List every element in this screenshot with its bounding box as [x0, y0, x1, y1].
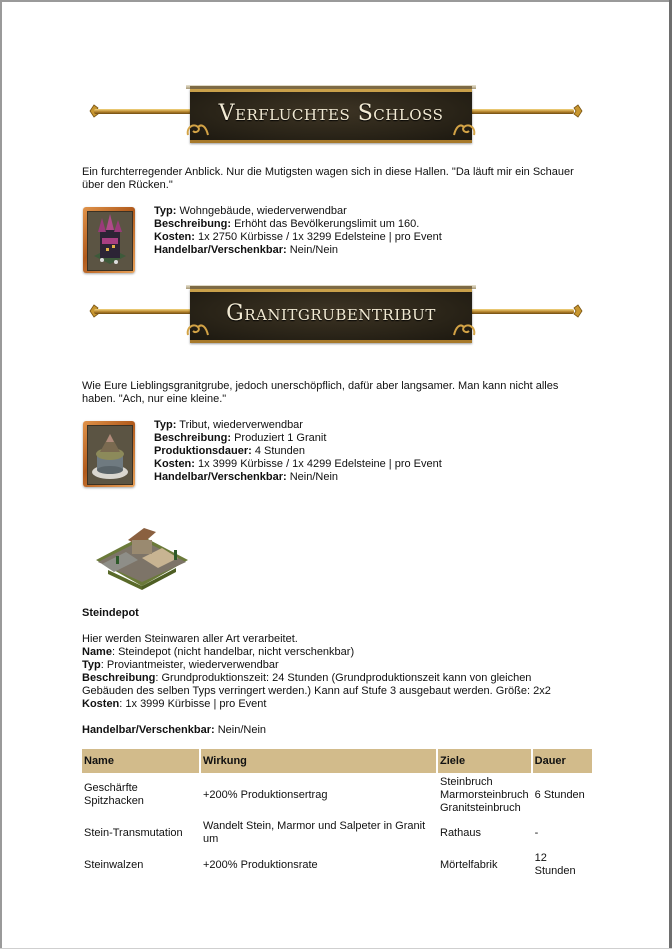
column-header-wirkung: Wirkung: [201, 749, 436, 773]
cell-dauer: -: [534, 826, 539, 839]
cell-dauer: 6 Stunden: [534, 788, 585, 801]
ornament-swirl-icon: [184, 115, 210, 139]
banner-rod: [468, 109, 574, 114]
item-details: [154, 205, 584, 257]
table-row: [82, 849, 592, 881]
cell-name: Steinwalzen: [84, 858, 144, 871]
effects-table: [80, 749, 594, 881]
detail-label: Kosten: [82, 698, 120, 710]
banner-finial-icon: [572, 302, 584, 320]
column-header-ziele: Ziele: [438, 749, 531, 773]
detail-value: Wohngebäude, wiederverwendbar: [176, 205, 347, 217]
detail-value: : Steindepot (nicht handelbar, nicht verschenkbar): [111, 646, 355, 658]
detail-row-kosten: [82, 698, 602, 711]
target-item: Steinbruch: [440, 775, 493, 788]
detail-label: Typ: [82, 659, 101, 671]
detail-label: Name: [82, 646, 112, 658]
cell-wirkung: +200% Produktionsrate: [203, 858, 318, 871]
table-row: [82, 817, 592, 849]
page-border: [0, 0, 2, 949]
ornament-swirl-icon: [452, 315, 478, 339]
detail-value: : 1x 3999 Kürbisse | pro Event: [119, 698, 267, 710]
detail-value: Erhöht das Bevölkerungslimit um 160.: [231, 218, 420, 230]
detail-label: Beschreibung:: [154, 218, 232, 230]
detail-label: Handelbar/Verschenkbar:: [154, 244, 287, 256]
page-border: [0, 0, 672, 2]
ornament-swirl-icon: [184, 315, 210, 339]
building-description: [82, 633, 602, 737]
detail-label: Kosten:: [154, 458, 195, 470]
detail-row-kosten: [154, 231, 584, 244]
detail-row-typ: [154, 419, 584, 432]
banner-title: Granitgrubentribut: [226, 301, 436, 326]
detail-row-handelbar: [82, 724, 602, 737]
detail-label: Handelbar/Verschenkbar:: [154, 471, 287, 483]
detail-row-typ: [82, 659, 602, 672]
item-details: [154, 419, 584, 484]
granite-pit-tribute-icon: [83, 421, 135, 487]
cell-wirkung: Wandelt Stein, Marmor und Salpeter in Granit um: [203, 820, 426, 845]
banner-rod: [468, 309, 574, 314]
haunted-castle-icon: [83, 207, 135, 273]
building-title: Steindepot: [82, 607, 139, 619]
detail-row-produktionsdauer: [154, 445, 584, 458]
flavor-text: Wie Eure Lieblingsgranitgrube, jedoch unerschöpflich, dafür aber langsamer. Man kann nicht alles haben. "Ach, nur eine kleine.": [82, 380, 559, 405]
detail-row-handelbar: [154, 471, 584, 484]
detail-value: Nein/Nein: [286, 471, 339, 483]
detail-value: : Proviantmeister, wiederverwendbar: [100, 659, 279, 671]
building-intro: Hier werden Steinwaren aller Art verarbeitet.: [82, 633, 298, 645]
detail-label: Beschreibung: [82, 672, 156, 684]
column-header-dauer: Dauer: [533, 749, 592, 773]
detail-value: 4 Stunden: [251, 445, 306, 457]
cell-ziele: [438, 817, 531, 849]
cell-ziele: [438, 849, 531, 881]
detail-row-typ: [154, 205, 584, 218]
detail-value: Produziert 1 Granit: [231, 432, 327, 444]
target-item: Granitsteinbruch: [440, 801, 521, 814]
detail-value: Nein/Nein: [286, 244, 339, 256]
target-item: Mörtelfabrik: [440, 858, 498, 871]
detail-value: Tribut, wiederverwendbar: [176, 419, 303, 431]
detail-row-beschreibung-cont: Gebäuden des selben Typs verringert werden.) Kann auf Stufe 3 ausgebaut werden. Größe: 2x2: [82, 685, 551, 697]
detail-label: Handelbar/Verschenkbar:: [82, 724, 215, 736]
target-item: Marmorsteinbruch: [440, 788, 529, 801]
section-banner-granitgrubentribut: [88, 285, 586, 347]
detail-value: : Grundproduktionszeit: 24 Stunden (Grundproduktionszeit kann von gleichen: [155, 672, 532, 684]
detail-label: Produktionsdauer:: [154, 445, 252, 457]
banner-plaque: [190, 289, 472, 343]
column-header-name: Name: [82, 749, 199, 773]
detail-row-beschreibung: [82, 672, 602, 685]
cell-name: Geschärfte Spitzhacken: [84, 782, 144, 807]
cell-dauer: 12 Stunden: [534, 852, 576, 877]
cell-name: Stein-Transmutation: [84, 826, 183, 839]
detail-label: Beschreibung:: [154, 432, 232, 444]
detail-row-kosten: [154, 458, 584, 471]
detail-row-handelbar: [154, 244, 584, 257]
detail-row-name: [82, 646, 602, 659]
banner-rod: [94, 109, 200, 114]
banner-finial-icon: [572, 102, 584, 120]
detail-row-beschreibung: [154, 432, 584, 445]
table-row: [82, 773, 592, 817]
banner-title: Verfluchtes Schloss: [218, 101, 444, 126]
detail-label: Typ:: [154, 419, 177, 431]
detail-value: 1x 2750 Kürbisse / 1x 3299 Edelsteine | pro Event: [194, 231, 442, 243]
cell-ziele: [438, 773, 531, 817]
flavor-text: Ein furchterregender Anblick. Nur die Mutigsten wagen sich in diese Hallen. "Da läuft mir ein Schauer über den Rücken.": [82, 166, 574, 191]
ornament-swirl-icon: [452, 115, 478, 139]
banner-rod: [94, 309, 200, 314]
detail-row-beschreibung: [154, 218, 584, 231]
banner-plaque: [190, 89, 472, 143]
target-item: Rathaus: [440, 826, 481, 839]
detail-label: Kosten:: [154, 231, 195, 243]
stone-depot-building-icon: [92, 518, 192, 598]
section-banner-verfluchtes-schloss: [88, 85, 586, 147]
detail-value: 1x 3999 Kürbisse / 1x 4299 Edelsteine | pro Event: [194, 458, 442, 470]
detail-value: Nein/Nein: [214, 724, 267, 736]
cell-wirkung: +200% Produktionsertrag: [203, 788, 328, 801]
detail-label: Typ:: [154, 205, 177, 217]
table-header-row: [82, 749, 592, 773]
